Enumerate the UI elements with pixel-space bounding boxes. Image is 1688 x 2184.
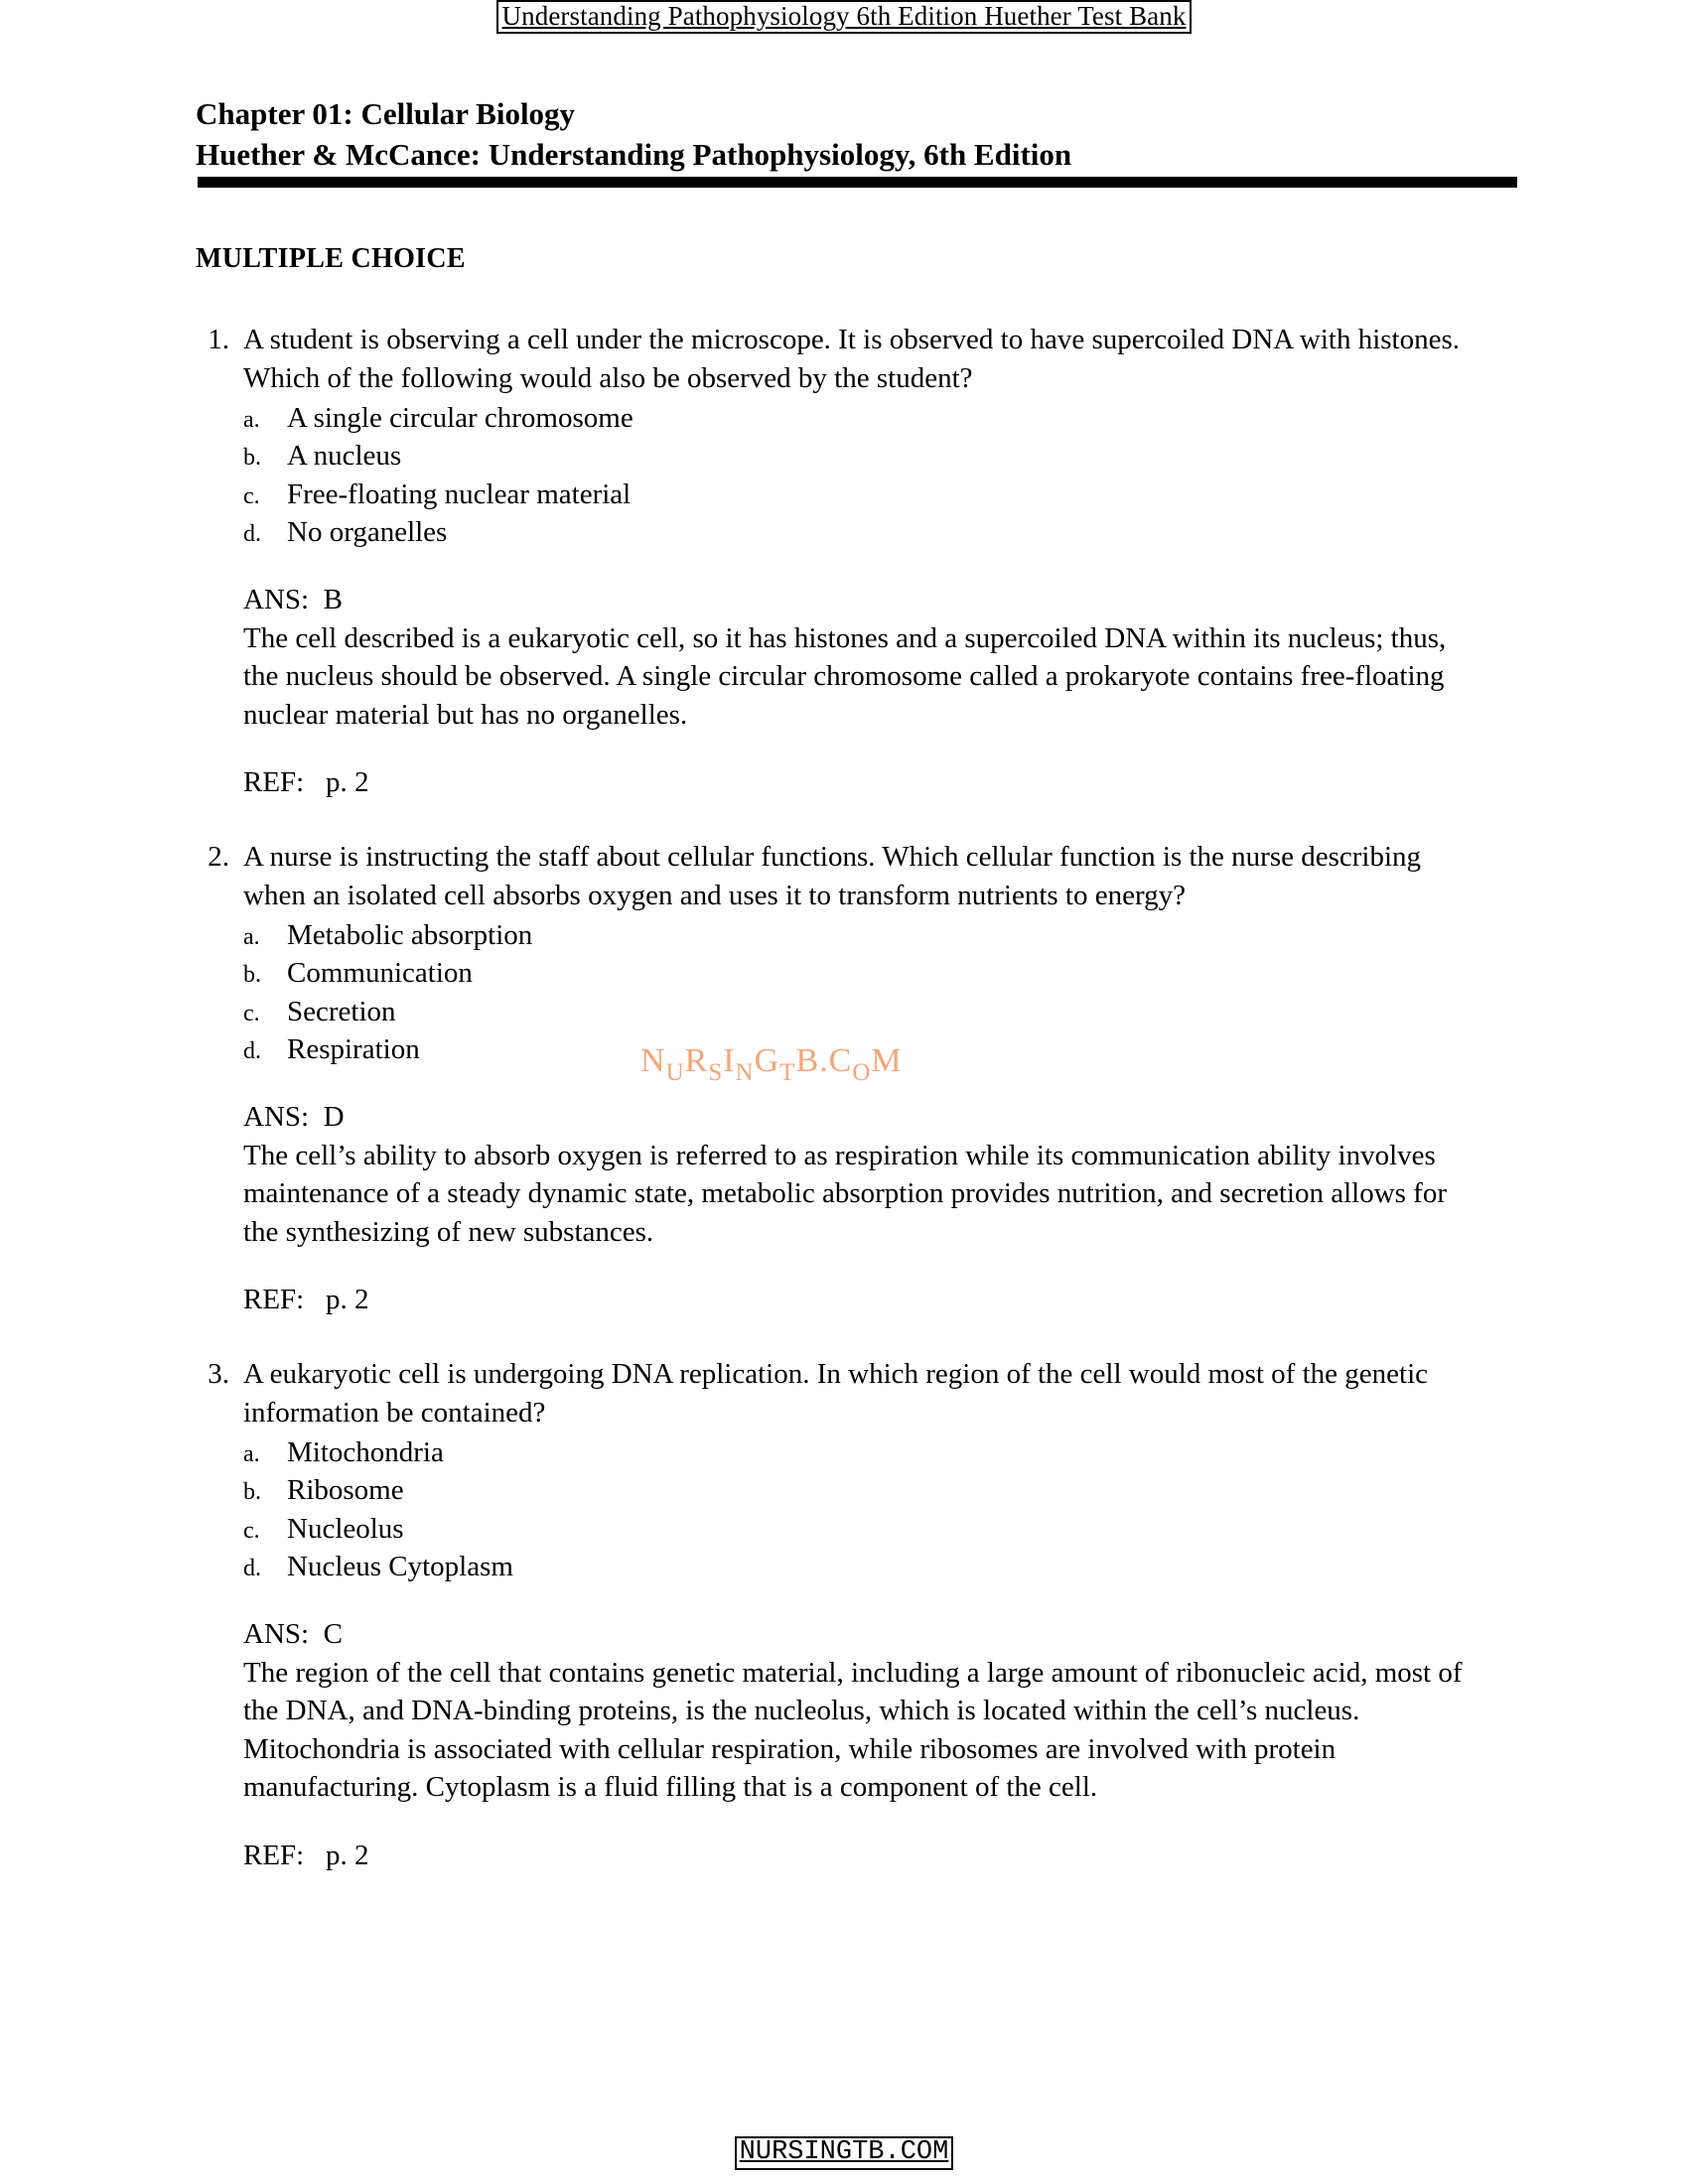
- choice-label: a.: [243, 1441, 260, 1468]
- choice-text: Secretion: [287, 995, 396, 1027]
- question-stem-row: [196, 838, 1486, 1319]
- choice-text: Metabolic absorption: [287, 919, 533, 952]
- answer-choice[interactable]: [243, 399, 1486, 437]
- answer-choice[interactable]: [243, 1030, 1486, 1068]
- choice-text: Mitochondria: [287, 1436, 444, 1469]
- answer-choice[interactable]: [243, 476, 1486, 513]
- answer-choice[interactable]: [243, 1510, 1486, 1548]
- answer-choices: [243, 1433, 1486, 1585]
- choice-text: Ribosome: [287, 1474, 404, 1507]
- document-title: [196, 94, 1477, 175]
- answer-choice[interactable]: [243, 916, 1486, 954]
- answer-reference: REF: p. 2: [243, 1284, 369, 1316]
- question-item: [196, 321, 1486, 802]
- choice-label: d.: [243, 520, 261, 547]
- question-item: [196, 1355, 1486, 1875]
- watermark-char: B: [795, 1042, 820, 1079]
- header-banner-box: [496, 0, 1193, 34]
- question-stem-row: [196, 1355, 1486, 1875]
- choice-text: No organelles: [287, 515, 448, 548]
- choice-text: Nucleolus: [287, 1512, 404, 1545]
- choice-text: A nucleus: [287, 440, 402, 473]
- header-banner: [0, 0, 1688, 34]
- choice-text: Respiration: [287, 1032, 420, 1065]
- header-banner-text: Understanding Pathophysiology 6th Edition Huether Test Bank: [501, 1, 1187, 31]
- answer-choice[interactable]: [243, 1548, 1486, 1585]
- answer-choice[interactable]: [243, 993, 1486, 1030]
- answer-block: [243, 1615, 1486, 1874]
- question-content: [243, 1355, 1486, 1875]
- choice-text: Nucleus Cytoplasm: [287, 1550, 513, 1582]
- answer-key: ANS: D: [243, 1101, 345, 1134]
- choice-label: d.: [243, 1555, 261, 1581]
- answer-choice[interactable]: [243, 513, 1486, 551]
- question-stem: A student is observing a cell under the microscope. It is observed to have supercoiled DNA with histones. Which of the following would also be observed by the student?: [243, 324, 1460, 394]
- document-body: [196, 243, 1486, 1911]
- answer-key: ANS: C: [243, 1618, 343, 1651]
- footer-banner-text: NURSINGTB.COM: [739, 2137, 949, 2167]
- answer-block: [243, 1098, 1486, 1319]
- choice-label: a.: [243, 924, 260, 951]
- choice-text: A single circular chromosome: [287, 402, 633, 435]
- choice-label: b.: [243, 1479, 261, 1506]
- answer-choice[interactable]: [243, 954, 1486, 992]
- title-chapter: Chapter 01: Cellular Biology: [196, 96, 576, 131]
- watermark-char: C: [828, 1042, 853, 1079]
- answer-reference: REF: p. 2: [243, 766, 369, 799]
- watermark-char: M: [871, 1042, 903, 1079]
- answer-rationale: The region of the cell that contains genetic material, including a large amount of ribonucleic acid, most of the DNA, and DNA-binding proteins, is the nucleolus, which is located within the cell’s nucleus. Mitochondria is associated with cellular respiration, while ribosomes are involved with protein manufacturing. Cytoplasm is a fluid filling that is a component of the cell.: [243, 1656, 1463, 1804]
- choice-text: Communication: [287, 957, 473, 990]
- footer-banner: [0, 2136, 1688, 2170]
- answer-choice[interactable]: [243, 437, 1486, 475]
- choice-label: b.: [243, 962, 261, 989]
- watermark-char: .: [819, 1042, 829, 1079]
- title-book: Huether & McCance: Understanding Pathophysiology, 6th Edition: [196, 136, 1072, 172]
- watermark-char: O: [852, 1059, 872, 1086]
- watermark-char: U: [665, 1059, 685, 1086]
- choice-label: c.: [243, 1517, 260, 1544]
- answer-rationale: The cell’s ability to absorb oxygen is referred to as respiration while its communication ability involves maintenance of a steady dynamic state, metabolic absorption provides nutrition, and secretion allows for the synthesizing of new substances.: [243, 1139, 1447, 1248]
- title-divider-rule: [198, 177, 1517, 188]
- question-number: 2.: [208, 841, 229, 873]
- answer-rationale: The cell described is a eukaryotic cell, so it has histones and a supercoiled DNA within its nucleus; thus, the nucleus should be observed. A single circular chromosome called a prokaryote contains free-floating nuclear material but has no organelles.: [243, 621, 1447, 731]
- choice-label: a.: [243, 407, 260, 434]
- choice-label: c.: [243, 482, 260, 509]
- question-stem: A nurse is instructing the staff about cellular functions. Which cellular function is the nurse describing when an isolated cell absorbs oxygen and uses it to transform nutrients to energy?: [243, 841, 1422, 911]
- choice-text: Free-floating nuclear material: [287, 478, 632, 510]
- watermark-char: N: [640, 1042, 666, 1079]
- answer-key: ANS: B: [243, 584, 343, 616]
- choice-label: b.: [243, 445, 261, 472]
- question-number: 1.: [208, 324, 229, 355]
- watermark-char: T: [779, 1059, 796, 1086]
- answer-choices: [243, 399, 1486, 551]
- watermark-char: N: [735, 1059, 755, 1086]
- section-heading-multiple-choice: MULTIPLE CHOICE: [196, 243, 466, 274]
- choice-label: d.: [243, 1037, 261, 1064]
- question-stem-row: [196, 321, 1486, 802]
- watermark-char: R: [684, 1042, 709, 1079]
- watermark-char: I: [723, 1042, 736, 1079]
- watermark-char: G: [754, 1042, 780, 1079]
- question-content: [243, 838, 1486, 1319]
- footer-banner-box: [735, 2136, 954, 2170]
- question-content: [243, 321, 1486, 802]
- choice-label: c.: [243, 1000, 260, 1026]
- question-item: [196, 838, 1486, 1319]
- answer-choice[interactable]: [243, 1433, 1486, 1471]
- answer-block: [243, 581, 1486, 802]
- question-number: 3.: [208, 1358, 229, 1390]
- question-stem: A eukaryotic cell is undergoing DNA replication. In which region of the cell would most of the genetic information be contained?: [243, 1358, 1428, 1429]
- answer-choices: [243, 916, 1486, 1068]
- answer-choice[interactable]: [243, 1471, 1486, 1509]
- answer-reference: REF: p. 2: [243, 1840, 369, 1871]
- watermark-char: S: [708, 1059, 724, 1086]
